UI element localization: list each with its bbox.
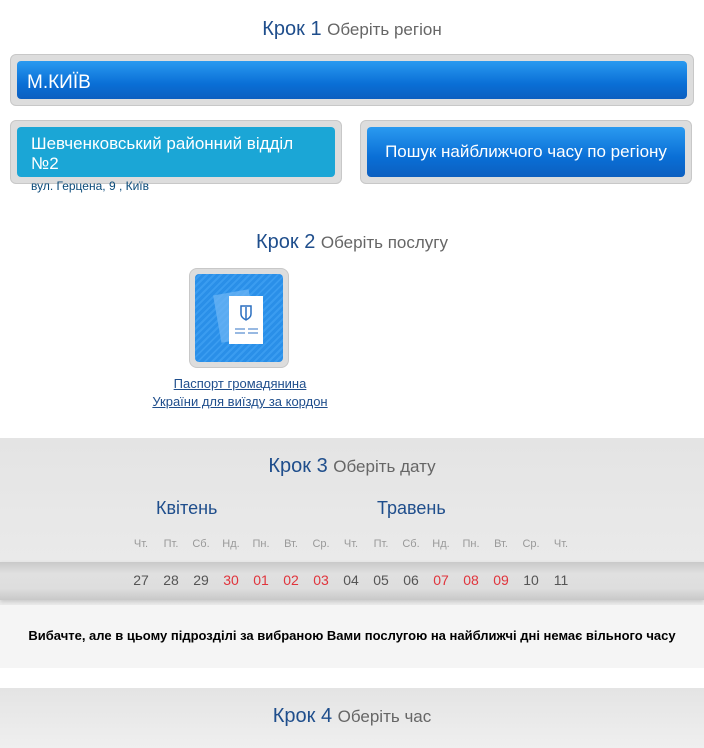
step-label: Крок 2: [256, 231, 316, 253]
date-cell[interactable]: 02: [283, 572, 299, 588]
date-cell[interactable]: 06: [403, 572, 419, 588]
region-frame: [10, 54, 694, 106]
date-cell[interactable]: 04: [343, 572, 359, 588]
office-name: Шевченковський районний відділ №2: [31, 134, 294, 173]
step-sub: Оберіть дату: [333, 457, 436, 476]
weekday-label: Чт.: [343, 538, 359, 550]
step3-title: [0, 455, 704, 478]
date-cell[interactable]: 01: [253, 572, 269, 588]
weekday-label: Нд.: [432, 538, 450, 550]
weekday-label: Сб.: [402, 538, 420, 550]
step-label: Крок 4: [272, 705, 333, 727]
office-select[interactable]: [17, 127, 335, 193]
weekday-label: Нд.: [222, 538, 240, 550]
date-cell[interactable]: 05: [373, 572, 389, 588]
no-slots-message: Вибачте, але в цьому підрозділі за вибраною Вами послугою на найближчі дні немає вільного часу: [0, 605, 704, 668]
step-sub: Оберіть регіон: [327, 20, 442, 39]
step4-title: [0, 705, 704, 728]
office-address: вул. Герцена, 9 , Київ: [31, 179, 150, 193]
date-cell[interactable]: 07: [433, 572, 449, 588]
date-cell[interactable]: 08: [463, 572, 479, 588]
service-passport-tile[interactable]: [189, 268, 289, 368]
date-cell[interactable]: 10: [523, 572, 539, 588]
search-nearest-button[interactable]: Пошук найближчого часу по регіону: [367, 127, 685, 177]
service-passport-link[interactable]: [120, 375, 360, 411]
step2-title: [0, 231, 704, 254]
month-may: Травень: [377, 498, 446, 518]
date-cell[interactable]: 03: [313, 572, 329, 588]
date-cell[interactable]: 11: [553, 572, 569, 588]
weekday-label: Сб.: [192, 538, 210, 550]
weekday-label: Пн.: [252, 538, 270, 550]
passport-icon: [195, 274, 283, 362]
date-cell[interactable]: 29: [193, 572, 209, 588]
weekday-label: Чт.: [133, 538, 149, 550]
weekday-label: Пт.: [373, 538, 389, 550]
month-april: Квітень: [156, 498, 218, 518]
weekday-label: Чт.: [553, 538, 569, 550]
office-frame: [10, 120, 342, 193]
search-frame: [360, 120, 692, 184]
weekday-label: Ср.: [312, 538, 330, 550]
date-cell[interactable]: 28: [163, 572, 179, 588]
date-cell[interactable]: 30: [223, 572, 239, 588]
weekday-label: Вт.: [494, 538, 508, 550]
step-label: Крок 1: [262, 18, 322, 40]
region-select[interactable]: М.КИЇВ: [17, 61, 687, 99]
date-cell[interactable]: 09: [493, 572, 509, 588]
weekday-label: Ср.: [522, 538, 540, 550]
weekday-label: Вт.: [284, 538, 298, 550]
weekday-label: Пн.: [462, 538, 480, 550]
step-sub: Оберіть час: [337, 707, 432, 726]
step1-title: [0, 18, 704, 41]
service-line1[interactable]: Паспорт громадянина: [173, 376, 307, 391]
step-sub: Оберіть послугу: [320, 233, 448, 252]
weekday-label: Пт.: [163, 538, 179, 550]
service-line2[interactable]: України для виїзду за кордон: [152, 394, 328, 409]
date-cell[interactable]: 27: [133, 572, 149, 588]
step-label: Крок 3: [268, 455, 328, 477]
